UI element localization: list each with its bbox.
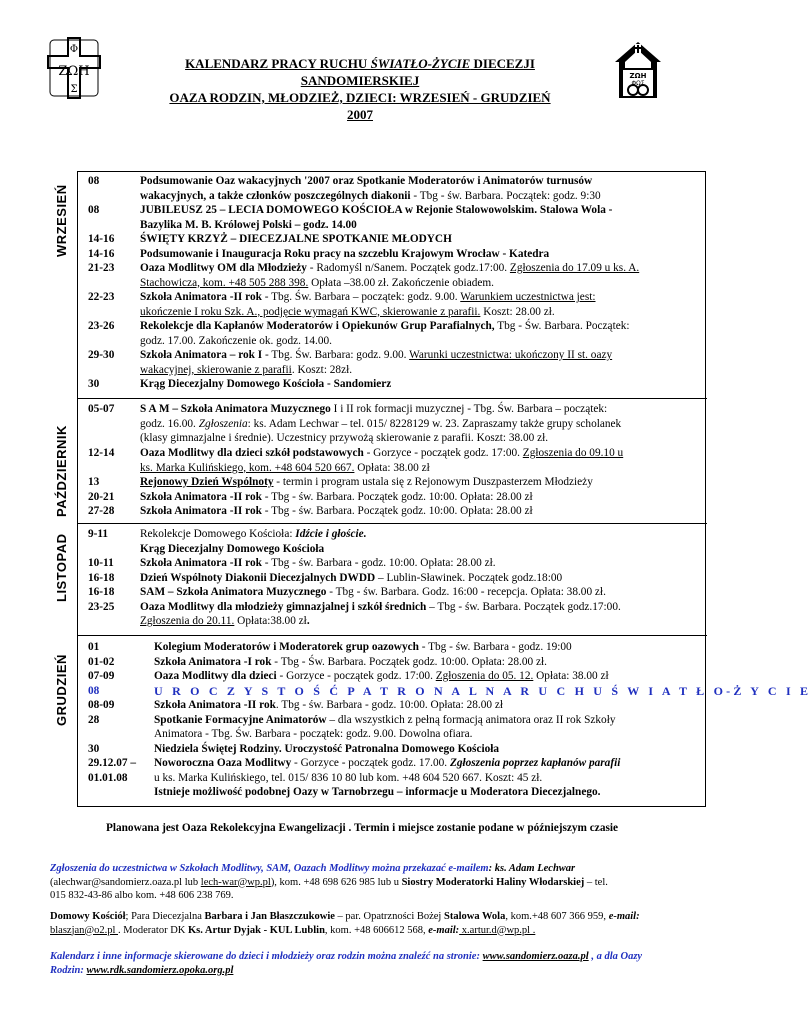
- month-label-september: WRZESIEŃ: [54, 184, 69, 257]
- month-november: LISTOPAD 9-11 Rekolekcje Domowego Kościoła: Idźcie i głoście. Krąg Diecezjalny Domowego Kościoła 10-11 Szkoła Animatora -II rok - Tbg - św. Barbara - godz. 10:00. Opłata: 28.00 zł. 16-18 Dzień Wspólnoty Diakonii Diecezjalnych DWDD – Lublin-Sławinek. Początek godz.18:00 16-18 SAM – Szkoła Animatora Muzycznego - Tbg - św. Barbara. Godz. 16:00 - recepcja. Opłata: 38.00 zł. 23-25 Oaza Modlitwy dla młodzieży gimnazjalnej i szkół średnich – Tbg - św. Barbara. Początek godz.17:00. Zgłoszenia do 20.11. Opłata:38.00 zł.: [78, 523, 707, 635]
- month-october: PAŹDZIERNIK 05-07 S A M – Szkoła Animatora Muzycznego I i II rok formacji muzycznej - Tbg. Św. Barbara – początek: godz. 16.00. Zgłoszenia: ks. Adam Lechwar – tel. 015/ 8228129 w. 23. Zapraszamy także grupy scholanek (klasy gimnazjalne i średnie). Uczestnicy przywożą skierowanie z parafii. Koszt: 38.00 zł. 12-14 Oaza Modlitwy dla dzieci szkół podstawowych - Gorzyce - początek godz. 17:00. Zgłoszenia do 09.10 u ks. Marka Kulińskiego, kom. +48 604 520 667. Opłata: 38.00 zł 13 Rejonowy Dzień Wspólnoty - termin i program ustala się z Rejonowym Duszpasterzem Młodzieży 20-21 Szkoła Animatora -II rok - Tbg - św. Barbara. Początek godz. 10:00. Opłata: 28.00 zł 27-28 Szkoła Animatora -II rok - Tbg - św. Barbara. Początek godz. 10:00. Opłata: 28.00 zł: [78, 398, 707, 523]
- email-link[interactable]: blaszjan@o2.pl: [50, 924, 118, 936]
- month-label-november: LISTOPAD: [54, 533, 69, 602]
- patronal-feast-banner: U R O C Z Y S T O Ś Ć P A T R O N A L N A R U C H U Ś W I A T Ł O-Ż Y C I E: [154, 683, 811, 698]
- calendar-box: [54, 171, 811, 807]
- house-rings-logo-icon: [613, 40, 663, 100]
- footer-domestic-church-info: Domowy Kościół; Para Diecezjalna Barbara i Jan Błaszczukowie – par. Opatrzności Bożej Stalowa Wola, kom.+48 607 366 959, e-mail: blaszjan@o2.pl . Moderator DK Ks. Artur Dyjak - KUL Lublin, kom. +48 606612 568, e-mail: x.artur.d@wp.pl .: [50, 911, 640, 936]
- svg-text:Φ: Φ: [69, 44, 79, 55]
- month-december: GRUDZIEŃ 01 Kolegium Moderatorów i Moderatorek grup oazowych - Tbg - św. Barbara - godz. 19:00 01-02 Szkoła Animatora -I rok - Tbg - Św. Barbara. Początek godz. 10:00. Opłata: 28.00 zł. 07-09 Oaza Modlitwy dla dzieci - Gorzyce - początek godz. 17:00. Zgłoszenia do 05. 12. Opłata: 38.00 zł 08 U R O C Z Y S T O Ś Ć P A T R O N A L N A R U C H U Ś W I A T Ł O-Ż Y C I E 08-09 Szkoła Animatora -II rok. Tbg - św. Barbara - godz. 10:00. Opłata: 28.00 zł 28 Spotkanie Formacyjne Animatorów – dla wszystkich z pełną formacją animatora oraz II rok Szkoły Animatora - Tbg. Św. Barbara - początek: godz. 9.00. Dowolna ofiara. 30 Niedziela Świętej Rodziny. Uroczystość Patronalna Domowego Kościoła 29.12.07 – Noworoczna Oaza Modlitwy - Gorzyce - początek godz. 17.00. Zgłoszenia poprzez kapłanów parafii 01.01.08 u ks. Marka Kulińskiego, tel. 015/ 836 10 80 lub kom. +48 604 520 667. Koszt: 45 zł. Istnieje możliwość podobnej Oazy w Tarnobrzegu – informacje u Moderatora Diecezjalnego.: [78, 635, 707, 808]
- page-title: KALENDARZ PRACY RUCHU ŚWIATŁO-ŻYCIE DIECEZJI SANDOMIERSKIEJ OAZA RODZIN, MŁODZIEŻ, DZIECI: WRZESIEŃ - GRUDZIEŃ 2007: [169, 56, 551, 122]
- footer-website-info: Kalendarz i inne informacje skierowane do dzieci i młodzieży oraz rodzin można znaleźć na stronie: www.sandomierz.oaza.pl , a dla Oazy Rodzin: www.rdk.sandomierz.opoka.org.pl: [50, 951, 643, 976]
- email-link[interactable]: lech-war@wp.pl: [200, 876, 271, 888]
- svg-text:Σ: Σ: [70, 84, 78, 95]
- svg-text:ΦΩΣ: ΦΩΣ: [631, 80, 645, 87]
- month-label-december: GRUDZIEŃ: [54, 654, 69, 726]
- website-link[interactable]: www.sandomierz.oaza.pl: [482, 951, 589, 962]
- cross-logo-icon: [48, 38, 100, 98]
- svg-text:ΖΩΗ: ΖΩΗ: [58, 64, 90, 79]
- planned-retreat-note: Planowana jest Oaza Rekolekcyjna Ewangelizacji . Termin i miejsce zostanie podane w późniejszym czasie: [105, 822, 619, 834]
- email-link[interactable]: x.artur.d@wp.pl .: [459, 924, 536, 936]
- month-september: WRZESIEŃ 08 Podsumowanie Oaz wakacyjnych '2007 oraz Spotkanie Moderatorów i Animatorów turnusów wakacyjnych, a także członków poszczególnych diakonii - Tbg - św. Barbara. Początek: godz. 9:30 08 JUBILEUSZ 25 – LECIA DOMOWEGO KOŚCIOŁA w Rejonie Stalowowolskim. Stalowa Wola - Bazylika M. B. Królowej Polski – godz. 14.00 14-16 ŚWIĘTY KRZYŻ – DIECEZJALNE SPOTKANIE MŁODYCH 14-16 Podsumowanie i Inauguracja Roku pracy na szczeblu Krajowym Wrocław - Katedra 21-23 Oaza Modlitwy OM dla Młodzieży - Radomyśl n/Sanem. Początek godz.17:00. Zgłoszenia do 17.09 u ks. A. Stachowicza, kom. +48 505 288 398. Opłata –38.00 zł. Zakończenie obiadem. 22-23 Szkoła Animatora -II rok - Tbg. Św. Barbara – początek: godz. 9.00. Warunkiem uczestnictwa jest: ukończenie I roku Szk. A., podjęcie wymagań KWC, skierowanie z parafii. Koszt: 28.00 zł. 23-26 Rekolekcje dla Kapłanów Moderatorów i Opiekunów Grup Parafialnych, Tbg - Św. Barbara. Początek: godz. 17.00. Zakończenie ok. godz. 14.00. 29-30 Szkoła Animatora – rok I - Tbg. Św. Barbara: godz. 9.00. Warunki uczestnictwa: ukończony II st. oazy wakacyjnej, skierowanie z parafii. Koszt: 28zł. 30 Krąg Diecezjalny Domowego Kościoła - Sandomierz: [54, 175, 640, 390]
- month-label-october: PAŹDZIERNIK: [54, 425, 69, 517]
- website-link[interactable]: www.rdk.sandomierz.opoka.org.pl: [86, 964, 234, 976]
- svg-text:ΖΩΗ: ΖΩΗ: [629, 72, 647, 80]
- footer-registration-info: Zgłoszenia do uczestnictwa w Szkołach Modlitwy, SAM, Oazach Modlitwy można przekazać e-mailem: ks. Adam Lechwar (alechwar@sandomierz.oaza.pl lub lech-war@wp.pl), kom. +48 698 626 985 lub u Siostry Moderatorki Haliny Włodarskiej – tel. 015 832-43-86 albo kom. +48 606 238 769.: [50, 863, 608, 901]
